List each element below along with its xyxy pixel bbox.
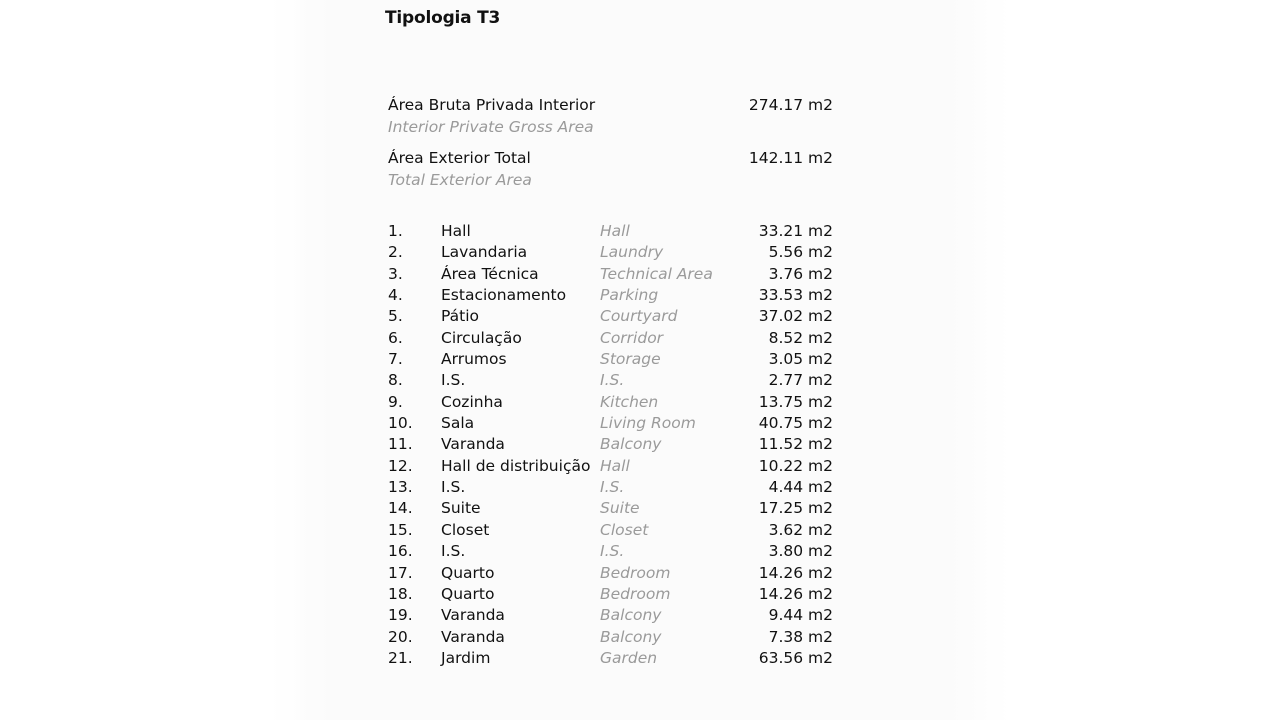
room-name-en: I.S.	[600, 542, 625, 561]
room-number: 6.	[388, 328, 403, 347]
room-number: 5.	[388, 307, 403, 326]
room-name: Hall de distribuição	[441, 456, 591, 475]
room-name-en: Technical Area	[600, 264, 713, 283]
room-area: 14.26 m2	[758, 584, 833, 603]
list-item	[388, 606, 833, 627]
room-name: I.S.	[441, 542, 466, 561]
room-number: 15.	[388, 520, 413, 539]
list-item	[388, 350, 833, 371]
room-area: 37.02 m2	[758, 307, 833, 326]
room-number: 14.	[388, 499, 413, 518]
room-area: 3.05 m2	[768, 350, 833, 369]
room-area: 17.25 m2	[758, 499, 833, 518]
room-name: Pátio	[441, 307, 480, 326]
list-item	[388, 243, 833, 264]
list-item	[388, 628, 833, 649]
room-number: 3.	[388, 264, 403, 283]
room-name-en: Bedroom	[600, 563, 671, 582]
room-name-en: Closet	[600, 520, 649, 539]
room-number: 8.	[388, 371, 403, 390]
room-name: Varanda	[441, 627, 505, 646]
list-item	[388, 371, 833, 392]
room-number: 2.	[388, 243, 403, 262]
exterior-area-value: 142.11 m2	[748, 149, 833, 167]
list-item	[388, 478, 833, 499]
room-name: Suite	[441, 499, 481, 518]
room-name: Jardim	[441, 648, 491, 667]
room-name-en: Parking	[600, 286, 659, 305]
room-name-en: Storage	[600, 350, 661, 369]
room-area: 33.53 m2	[758, 286, 833, 305]
room-area: 7.38 m2	[768, 627, 833, 646]
room-number: 11.	[388, 435, 413, 454]
room-name: Sala	[441, 414, 475, 433]
room-number: 12.	[388, 456, 413, 475]
list-item	[388, 435, 833, 456]
room-name: Cozinha	[441, 392, 503, 411]
room-name: Hall	[441, 222, 471, 240]
room-number: 21.	[388, 648, 413, 667]
list-item	[388, 457, 833, 478]
summary-interior-area	[388, 96, 833, 136]
room-name: Circulação	[441, 328, 522, 347]
room-area: 40.75 m2	[758, 414, 833, 433]
list-item	[388, 414, 833, 435]
room-area: 33.21 m2	[758, 222, 833, 240]
room-number: 10.	[388, 414, 413, 433]
room-name-en: Corridor	[600, 328, 664, 347]
room-name-en: Living Room	[600, 414, 696, 433]
room-name-en: Garden	[600, 648, 658, 667]
room-number: 20.	[388, 627, 413, 646]
room-name-en: Laundry	[600, 243, 664, 262]
room-name: Arrumos	[441, 350, 507, 369]
room-area: 10.22 m2	[758, 456, 833, 475]
room-number: 16.	[388, 542, 413, 561]
room-number: 17.	[388, 563, 413, 582]
room-area: 3.62 m2	[768, 520, 833, 539]
room-name-en: Suite	[600, 499, 640, 518]
list-item	[388, 521, 833, 542]
room-area: 4.44 m2	[768, 478, 833, 497]
room-area: 3.76 m2	[768, 264, 833, 283]
room-name-en: Balcony	[600, 627, 662, 646]
list-item	[388, 649, 833, 670]
list-item	[388, 222, 833, 243]
room-number: 9.	[388, 392, 403, 411]
room-name: I.S.	[441, 478, 466, 497]
list-item	[388, 542, 833, 563]
room-area: 13.75 m2	[758, 392, 833, 411]
room-name: Varanda	[441, 606, 505, 625]
room-area: 63.56 m2	[758, 648, 833, 667]
room-area: 9.44 m2	[768, 606, 833, 625]
room-name: Varanda	[441, 435, 505, 454]
list-item	[388, 585, 833, 606]
list-item	[388, 393, 833, 414]
room-name: Lavandaria	[441, 243, 528, 262]
interior-area-label: Área Bruta Privada Interior	[388, 96, 596, 114]
room-area: 14.26 m2	[758, 563, 833, 582]
room-area: 5.56 m2	[768, 243, 833, 262]
page-title: Tipologia T3	[385, 8, 501, 28]
room-name-en: Hall	[600, 222, 630, 240]
room-number: 1.	[388, 222, 403, 240]
room-area: 2.77 m2	[768, 371, 833, 390]
rooms-list	[388, 222, 833, 670]
room-name: Estacionamento	[441, 286, 567, 305]
summary-exterior-area	[388, 149, 833, 189]
room-number: 7.	[388, 350, 403, 369]
interior-area-label-en: Interior Private Gross Area	[388, 118, 594, 136]
room-number: 18.	[388, 584, 413, 603]
room-name-en: I.S.	[600, 371, 625, 390]
room-area: 11.52 m2	[758, 435, 833, 454]
room-name-en: Kitchen	[600, 392, 659, 411]
room-number: 13.	[388, 478, 413, 497]
room-name: Área Técnica	[441, 264, 539, 283]
room-number: 19.	[388, 606, 413, 625]
list-item	[388, 564, 833, 585]
room-number: 4.	[388, 286, 403, 305]
list-item	[388, 329, 833, 350]
room-name-en: Courtyard	[600, 307, 678, 326]
list-item	[388, 307, 833, 328]
room-name-en: Bedroom	[600, 584, 671, 603]
list-item	[388, 265, 833, 286]
room-name-en: I.S.	[600, 478, 625, 497]
room-name-en: Balcony	[600, 435, 662, 454]
room-name: Quarto	[441, 563, 495, 582]
exterior-area-label: Área Exterior Total	[388, 149, 531, 167]
list-item	[388, 286, 833, 307]
room-area: 8.52 m2	[768, 328, 833, 347]
room-name-en: Balcony	[600, 606, 662, 625]
exterior-area-label-en: Total Exterior Area	[388, 171, 532, 189]
room-name-en: Hall	[600, 456, 630, 475]
interior-area-value: 274.17 m2	[748, 96, 833, 114]
room-name: I.S.	[441, 371, 466, 390]
room-name: Closet	[441, 520, 490, 539]
list-item	[388, 499, 833, 520]
room-area: 3.80 m2	[768, 542, 833, 561]
room-name: Quarto	[441, 584, 495, 603]
